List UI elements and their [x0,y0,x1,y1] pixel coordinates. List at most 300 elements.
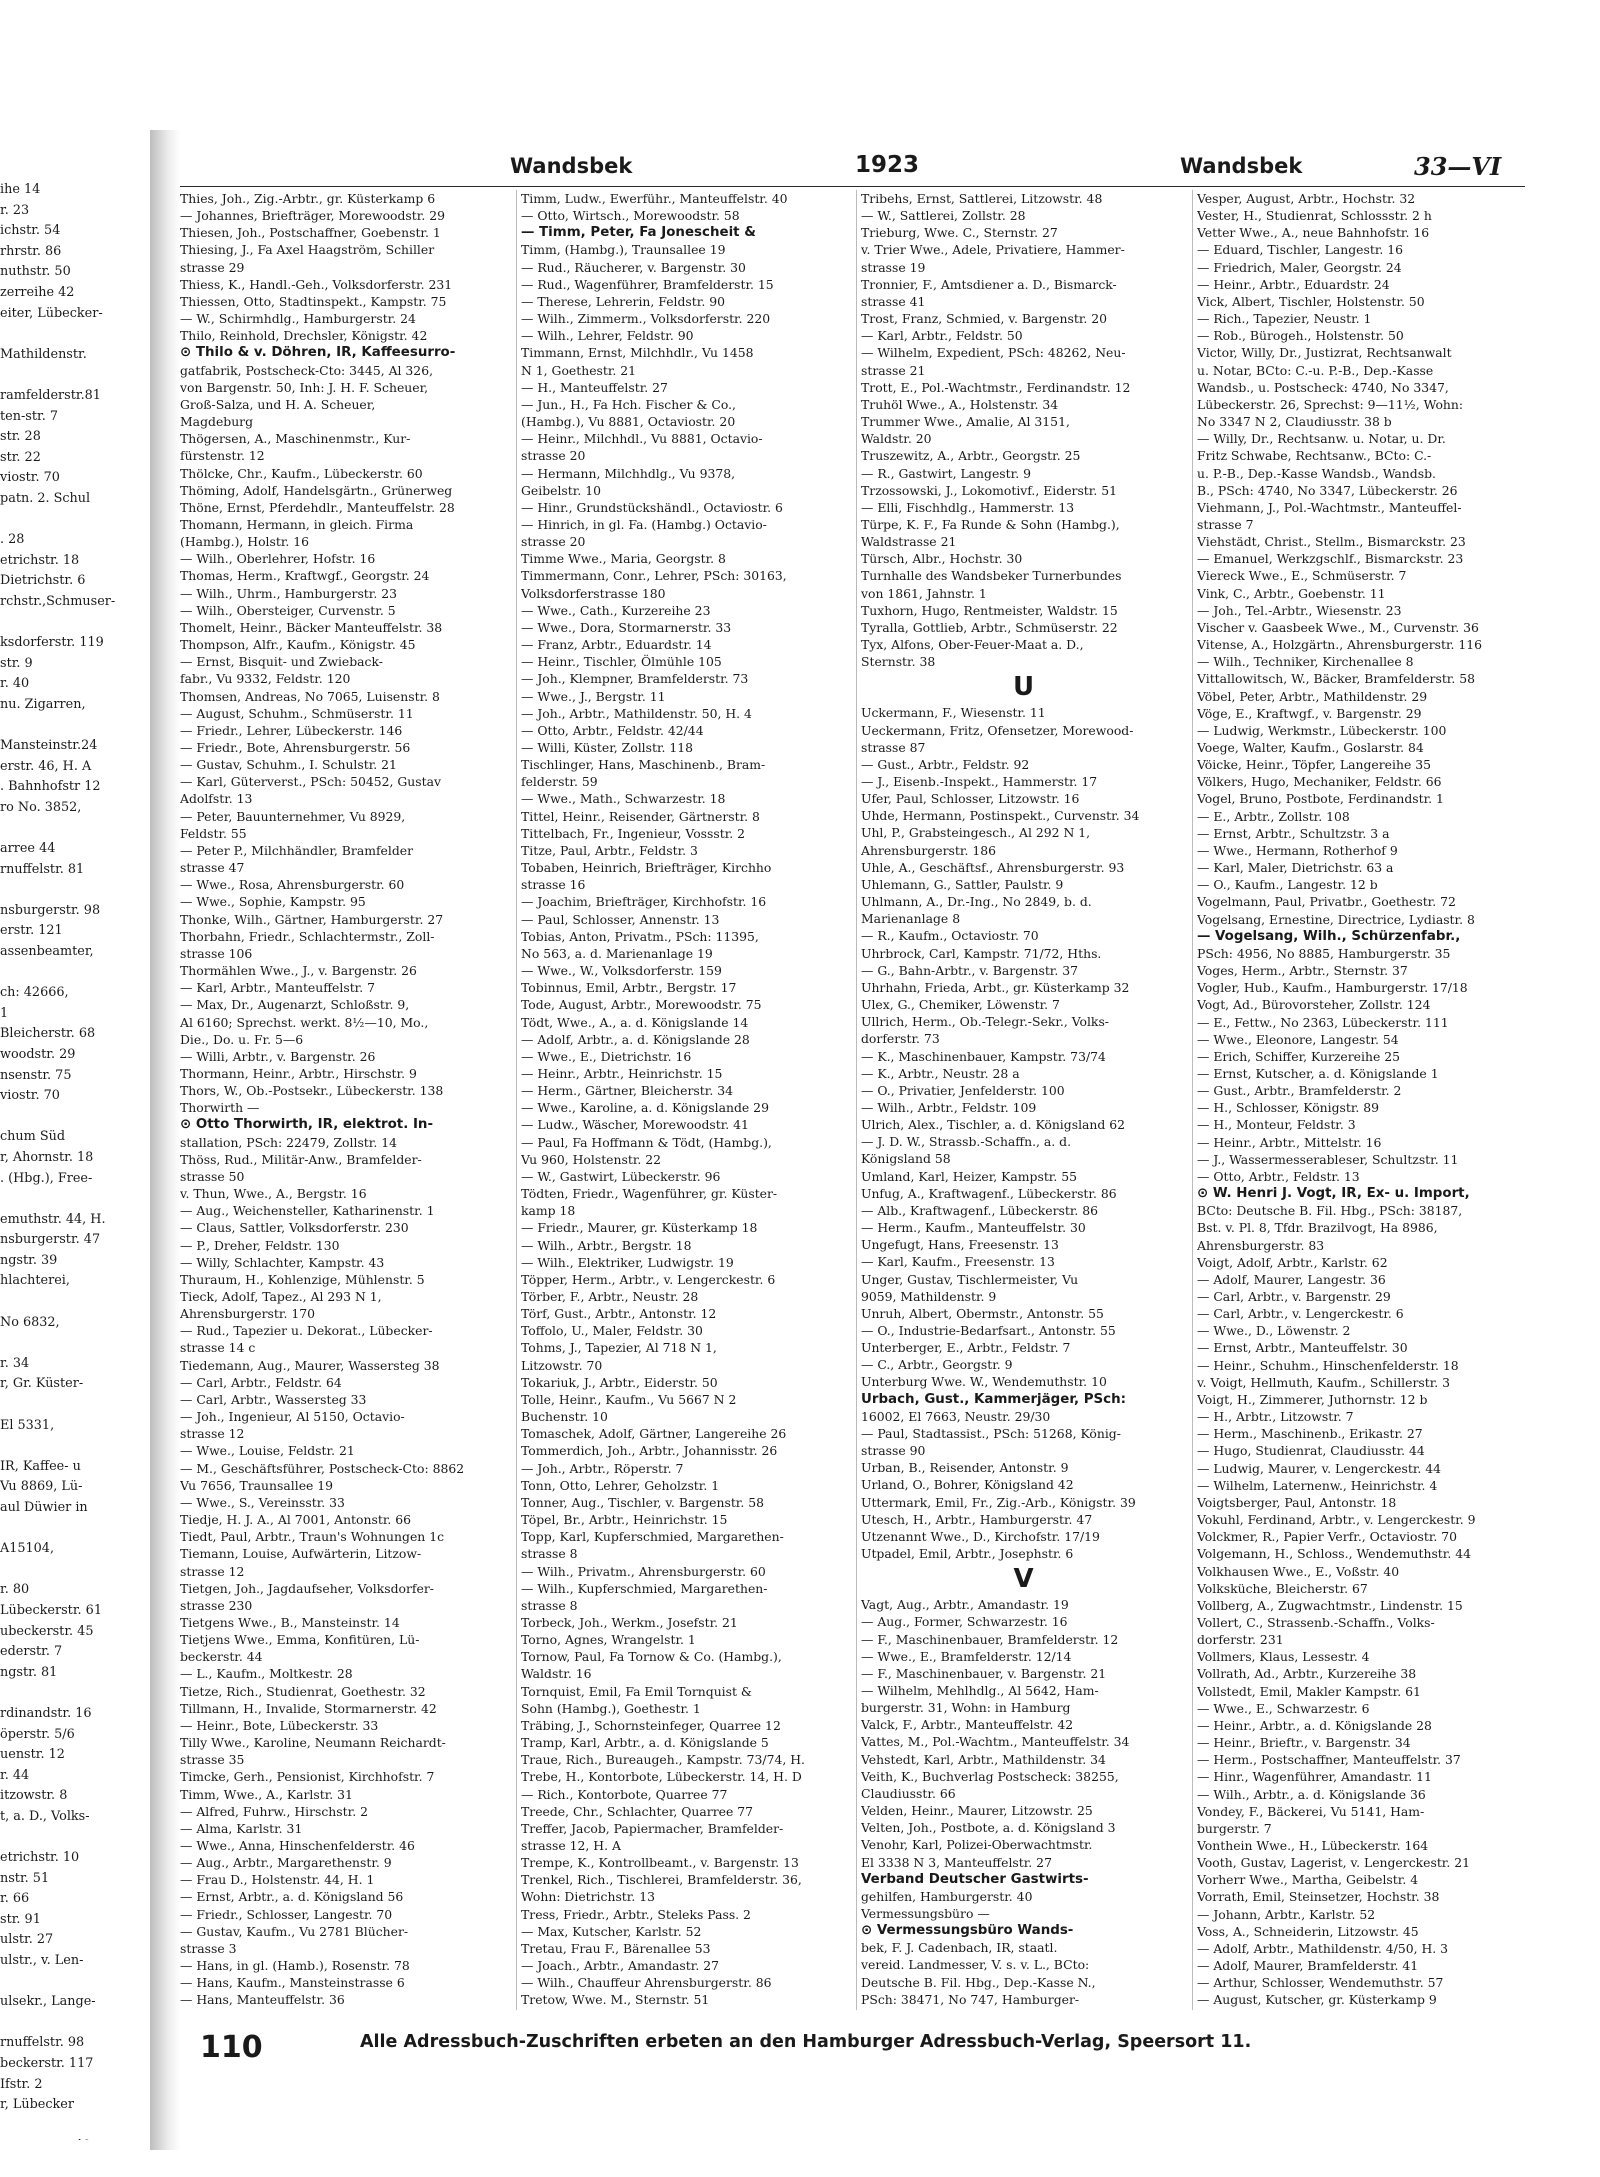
directory-entry: Tobaben, Heinrich, Briefträger, Kirchho [521,860,772,876]
strip-line: öperstr. 5/6 [0,1726,75,1742]
directory-entry: Vokuhl, Ferdinand, Arbtr., v. Lengerckestr. 9 [1197,1512,1476,1528]
directory-entry: Topp, Karl, Kupferschmied, Margarethen- [521,1529,784,1545]
directory-entry: Trott, E., Pol.-Wachtmstr., Ferdinandstr. 12 [861,379,1131,395]
strip-line: IR, Kaffee- u [0,1458,81,1474]
directory-entry: Uhrbrock, Carl, Kampstr. 71/72, Hths. [861,945,1102,961]
directory-entry: — Willy, Schlachter, Kampstr. 43 [180,1254,385,1270]
directory-entry: Vöge, E., Kraftwgf., v. Bargenstr. 29 [1197,705,1422,721]
directory-entry: — W., Sattlerei, Zollstr. 28 [861,208,1026,224]
directory-entry: Utpadel, Emil, Arbtr., Josephstr. 6 [861,1546,1074,1562]
directory-entry: — Wilh., Techniker, Kirchenallee 8 [1197,654,1414,670]
directory-entry: Velten, Joh., Postbote, a. d. Königsland 3 [861,1820,1116,1836]
directory-entry: Truszewitz, A., Arbtr., Georgstr. 25 [861,448,1081,464]
directory-entry: — Adolf, Arbtr., a. d. Königslande 28 [521,1031,750,1047]
strip-line [0,818,150,839]
directory-entry: Tödt, Wwe., A., a. d. Königslande 14 [521,1014,749,1030]
directory-entry: strasse 230 [180,1597,253,1613]
directory-entry: Ungefugt, Hans, Freesenstr. 13 [861,1237,1059,1253]
directory-entry: — Paul, Stadtassist., PSch: 51268, König- [861,1425,1121,1441]
directory-entry: — Wilhelm, Laternenw., Heinrichstr. 4 [1197,1477,1438,1493]
directory-entry: Voege, Walter, Kaufm., Goslarstr. 84 [1197,740,1424,755]
directory-entry: Feldstr. 55 [180,825,247,841]
strip-line: t, a. D., Volks- [0,1808,90,1824]
directory-entry: — Wwe., D., Löwenstr. 2 [1197,1323,1351,1339]
directory-entry: — Vogelsang, Wilh., Schürzenfabr., [1197,928,1461,944]
strip-line [0,2013,150,2034]
strip-line [0,963,150,984]
directory-entry: Tress, Friedr., Arbtr., Steleks Pass. 2 [521,1906,751,1922]
directory-entry: — Wwe., Sophie, Kampstr. 95 [180,894,366,910]
directory-entry: Ufer, Paul, Schlosser, Litzowstr. 16 [861,791,1080,807]
directory-entry [180,2009,510,2010]
directory-entry: — Wwe., W., Volksdorferstr. 159 [521,963,722,979]
directory-entry: — R., Kaufm., Octaviostr. 70 [861,928,1039,944]
strip-line [0,1560,150,1581]
directory-entry: Thies, Joh., Zig.-Arbtr., gr. Küsterkamp 6 [180,191,436,206]
directory-entry: Tolle, Heinr., Kaufm., Vu 5667 N 2 [521,1391,737,1407]
directory-entry: Tretau, Frau F., Bärenallee 53 [521,1940,711,1956]
strip-line: rhrstr. 86 [0,243,62,259]
strip-line: ubeckerstr. 45 [0,1623,94,1639]
strip-line: itzowstr. 8 [0,1788,68,1804]
strip-line: Mathildenstr. [0,346,87,362]
strip-line: str. 9 [0,655,33,671]
strip-line: nsenstr. 75 [0,1067,72,1083]
directory-entry: — Herm., Maschinenb., Erikastr. 27 [1197,1426,1423,1442]
directory-entry: Tiemann, Louise, Aufwärterin, Litzow- [180,1546,422,1562]
directory-entry: — Friedr., Lehrer, Lübeckerstr. 146 [180,722,403,738]
directory-entry: Tommerdich, Joh., Arbtr., Johannisstr. 26 [521,1443,778,1459]
directory-entry: — Gustav, Kaufm., Vu 2781 Blücher- [180,1923,409,1939]
directory-entry: Vu 960, Holstenstr. 22 [521,1151,662,1167]
directory-entry: — W., Gastwirt, Lübeckerstr. 96 [521,1168,721,1184]
directory-entry: — Alfred, Fuhrw., Hirschstr. 2 [180,1803,368,1819]
directory-entry: Uhrhahn, Frieda, Arbt., gr. Küsterkamp 32 [861,979,1130,995]
directory-entry: — Joh., Arbtr., Mathildenstr. 50, H. 4 [521,705,752,721]
directory-entry: Torbeck, Joh., Werkm., Josefstr. 21 [521,1614,738,1630]
strip-line: woodstr. 29 [0,1046,76,1062]
directory-entry: — Karl, Arbtr., Manteuffelstr. 7 [180,980,375,996]
strip-line: . 28 [0,532,25,548]
directory-entry: fürstenstr. 12 [180,448,265,464]
strip-line [0,365,150,386]
directory-entry: Veith, K., Buchverlag Postscheck: 38255, [861,1768,1119,1784]
directory-entry: — Carl, Arbtr., v. Lengerckestr. 6 [1197,1306,1404,1322]
directory-entry: strasse 106 [180,945,253,961]
strip-line: r. 40 [0,676,30,692]
directory-entry [1197,2009,1525,2010]
directory-entry: Waldstrasse 21 [861,534,957,550]
directory-entry: — Wwe., E., Bramfelderstr. 12/14 [861,1648,1072,1664]
directory-entry: Uhlmann, A., Dr.-Ing., No 2849, b. d. [861,894,1092,910]
directory-entry: felderstr. 59 [521,774,598,790]
directory-entry: — Willi, Arbtr., v. Bargenstr. 26 [180,1048,376,1064]
directory-entry: Timmann, Ernst, Milchhdlr., Vu 1458 [521,345,754,361]
directory-entry: Tillmann, H., Invalide, Stormarnerstr. 42 [180,1700,437,1716]
strip-line: erstr. 46, H. A [0,758,92,774]
directory-entry: Ulex, G., Chemiker, Löwenstr. 7 [861,997,1060,1013]
directory-entry: Timmermann, Conr., Lehrer, PSch: 30163, [521,568,787,584]
directory-entry: No 3347 N 2, Claudiusstr. 38 b [1197,414,1392,430]
directory-entry: Tittel, Heinr., Reisender, Gärtnerstr. 8 [521,808,760,824]
directory-entry: — Aug., Arbtr., Margarethenstr. 9 [180,1855,392,1871]
directory-entry: Törf, Gust., Arbtr., Antonstr. 12 [521,1306,717,1322]
directory-entry: Tobias, Anton, Privatm., PSch: 11395, [521,928,759,944]
strip-line: 1 [0,1005,9,1021]
directory-entry: — Paul, Fa Hoffmann & Tödt, (Hambg.), [521,1134,772,1150]
directory-entry: Volksküche, Bleicherstr. 67 [1197,1580,1368,1596]
directory-entry: Timm, Wwe., A., Karlstr. 31 [180,1786,353,1802]
strip-line: rdinandstr. 16 [0,1705,92,1721]
directory-entry: Tokariuk, J., Arbtr., Eiderstr. 50 [521,1374,718,1390]
directory-entry: — Joachim, Briefträger, Kirchhofstr. 16 [521,894,767,910]
directory-entry: — Rich., Tapezier, Neustr. 1 [1197,311,1372,327]
directory-entry: strasse 14 c [180,1340,256,1356]
directory-entry: Vöbel, Peter, Arbtr., Mathildenstr. 29 [1197,688,1428,704]
strip-line: str. 91 [0,1911,41,1927]
directory-entry: Uckermann, F., Wiesenstr. 11 [861,705,1046,721]
directory-entry: strasse 87 [861,739,926,755]
strip-line: r, Lübecker [0,2097,74,2113]
directory-entry: strasse 8 [521,1546,578,1562]
strip-line [0,715,150,736]
directory-entry: Thormählen Wwe., J., v. Bargenstr. 26 [180,963,417,979]
directory-entry: Tomaschek, Adolf, Gärtner, Langereihe 26 [521,1426,787,1442]
directory-entry: Tornow, Paul, Fa Tornow & Co. (Hambg.), [521,1649,782,1665]
directory-entry: — Rud., Tapezier u. Dekorat., Lübecker- [180,1323,433,1339]
directory-entry: beckerstr. 44 [180,1649,263,1665]
directory-entry: — Wilh., Uhrm., Hamburgerstr. 23 [180,585,397,601]
directory-entry: — Wwe., E., Dietrichstr. 16 [521,1048,692,1064]
strip-line: hlachterei, [0,1273,70,1289]
directory-entry: Töpper, Herm., Arbtr., v. Lengerckestr. 6 [521,1271,776,1287]
directory-entry: Timm, Ludw., Ewerführ., Manteuffelstr. 40 [521,191,788,206]
directory-entry: Vischer v. Gaasbeek Wwe., M., Curvenstr. 36 [1197,619,1479,635]
strip-line: emuthstr. 44, H. [0,1211,106,1227]
directory-entry: Viereck Wwe., E., Schmüserstr. 7 [1197,568,1407,584]
strip-line: zerreihe 42 [0,284,75,300]
directory-entry: — Wwe., Rosa, Ahrensburgerstr. 60 [180,877,405,893]
directory-entry: Vehstedt, Karl, Arbtr., Mathildenstr. 34 [861,1751,1106,1767]
directory-entry: Thomsen, Andreas, No 7065, Luisenstr. 8 [180,688,440,704]
directory-entry: bek, F. J. Cadenbach, IR, staatl. [861,1940,1058,1956]
directory-entry: — Hans, Kaufm., Mansteinstrasse 6 [180,1975,405,1991]
directory-entry: ⊙ Otto Thorwirth, IR, elektrot. In- [180,1117,434,1133]
strip-line: A15104, [0,1541,55,1557]
directory-entry: Utzenannt Wwe., D., Kirchofstr. 17/19 [861,1528,1100,1544]
directory-entry: — C., Arbtr., Georgstr. 9 [861,1357,1013,1373]
directory-entry: — J. D. W., Strassb.-Schaffn., a. d. [861,1134,1072,1150]
strip-line: r. 34 [0,1355,30,1371]
directory-entry: Toffolo, U., Maler, Feldstr. 30 [521,1323,703,1339]
directory-entry: — J., Eisenb.-Inspekt., Hammerstr. 17 [861,774,1098,789]
directory-entry: El 3338 N 3, Manteuffelstr. 27 [861,1854,1052,1870]
directory-entry: — Willy, Dr., Rechtsanw. u. Notar, u. Dr. [1197,431,1446,447]
strip-line: ederstr. 7 [0,1644,63,1660]
directory-entry: — L., Kaufm., Moltkestr. 28 [180,1666,353,1682]
directory-entry: — Therese, Lehrerin, Feldstr. 90 [521,293,725,309]
directory-entry: — Wwe., E., Schwarzestr. 6 [1197,1700,1370,1716]
directory-entry: Tonner, Aug., Tischler, v. Bargenstr. 58 [521,1494,765,1510]
directory-entry: strasse 12 [180,1426,245,1442]
directory-entry: u. Notar, BCto: C.-u. P.-B., Dep.-Kasse [1197,362,1434,378]
directory-entry: — Wilh., Lehrer, Feldstr. 90 [521,328,694,344]
directory-entry: strasse 12, H. A [521,1838,621,1853]
directory-entry: Tyx, Alfons, Ober-Feuer-Maat a. D., [861,637,1084,653]
directory-entry: strasse 20 [521,534,586,550]
directory-entry: — Ernst, Arbtr., Schultzstr. 3 a [1197,825,1390,841]
directory-entry: Tonn, Otto, Lehrer, Geholzstr. 1 [521,1477,720,1493]
header-year: 1923 [855,152,920,178]
directory-columns [180,190,1525,2010]
directory-entry: Tieck, Adolf, Tapez., Al 293 N 1, [180,1289,382,1304]
directory-entry: — Wilh., Zimmerm., Volksdorferstr. 220 [521,311,771,327]
directory-entry: — Aug., Weichensteller, Katharinenstr. 1 [180,1203,435,1219]
directory-entry: — Otto, Arbtr., Feldstr. 13 [1197,1168,1360,1184]
directory-entry: — Joh., Ingenieur, Al 5150, Octavio- [180,1409,405,1425]
directory-entry: — Carl, Arbtr., v. Bargenstr. 29 [1197,1289,1391,1304]
strip-line: rnuffelstr. 98 [0,2035,85,2051]
strip-line [0,324,150,345]
directory-entry: — Wwe., J., Bergstr. 11 [521,688,666,704]
directory-entry: Tretow, Wwe. M., Sternstr. 51 [521,1992,710,2008]
directory-entry: Tilly Wwe., Karoline, Neumann Reichardt- [180,1735,446,1751]
directory-entry: Magdeburg [180,414,254,430]
directory-entry: — Herm., Gärtner, Bleicherstr. 34 [521,1083,733,1099]
directory-entry: Vogelsang, Ernestine, Directrice, Lydiastr. 8 [1197,911,1475,927]
directory-entry: — Ernst, Bisquit- und Zwieback- [180,654,383,670]
directory-entry: Trebe, H., Kontorbote, Lübeckerstr. 14, H. D [521,1769,802,1785]
directory-entry: Vogler, Hub., Kaufm., Hamburgerstr. 17/18 [1197,980,1468,996]
directory-entry: strasse 50 [180,1168,245,1184]
directory-entry: Uhle, A., Geschäftsf., Ahrensburgerstr. 93 [861,859,1125,875]
directory-entry: — Rich., Kontorbote, Quarree 77 [521,1786,728,1802]
header-right-title: Wandsbek [1180,154,1303,178]
directory-entry: Tiedt, Paul, Arbtr., Traun's Wohnungen 1c [180,1529,445,1545]
directory-entry: Die., Do. u. Fr. 5—6 [180,1031,304,1047]
directory-entry: — Heinr., Arbtr., Eduardstr. 24 [1197,276,1390,292]
directory-entry: Geibelstr. 10 [521,482,601,498]
directory-entry: Torno, Agnes, Wrangelstr. 1 [521,1632,696,1648]
directory-entry: — Max, Dr., Augenarzt, Schloßstr. 9, [180,997,410,1013]
directory-entry: Waldstr. 20 [861,431,932,447]
directory-entry: — Paul, Schlosser, Annenstr. 13 [521,911,720,927]
section-letter: U [1012,672,1035,703]
directory-entry: Venohr, Karl, Polizei-Oberwachtmstr. [861,1837,1093,1853]
directory-entry: Vogelmann, Paul, Privatbr., Goethestr. 72 [1197,894,1456,910]
strip-line [0,1828,150,1849]
directory-entry: — Heinr., Milchhdl., Vu 8881, Octavio- [521,431,763,447]
directory-entry: Umland, Karl, Heizer, Kampstr. 55 [861,1168,1078,1184]
directory-entry: Königsland 58 [861,1151,951,1167]
directory-entry: — Ernst, Kutscher, a. d. Königslande 1 [1197,1065,1439,1081]
strip-line: ichstr. 54 [0,223,61,239]
directory-entry: — Wwe., Cath., Kurzereihe 23 [521,602,711,618]
directory-entry: — Hinr., Wagenführer, Amandastr. 11 [1197,1769,1432,1785]
strip-line: etrichstr. 10 [0,1850,80,1866]
directory-entry: Timcke, Gerh., Pensionist, Kirchhofstr. 7 [180,1769,435,1785]
directory-entry: — Peter, Bauunternehmer, Vu 8929, [180,808,406,824]
strip-line: No 6832, [0,1314,60,1330]
directory-entry: Verband Deutscher Gastwirts- [861,1871,1089,1887]
section-letter: V [1013,1564,1034,1595]
directory-entry: — August, Kutscher, gr. Küsterkamp 9 [1197,1992,1437,2008]
directory-entry: — Timm, Peter, Fa Jonescheit & [521,225,756,241]
directory-entry: Ulrich, Alex., Tischler, a. d. Königsland 62 [861,1117,1126,1133]
strip-line: erstr. 121 [0,923,63,939]
directory-entry: — Ernst, Arbtr., Manteuffelstr. 30 [1197,1340,1408,1356]
strip-line: ulsekr., Lange- [0,1994,96,2010]
strip-line: uenstr. 12 [0,1747,65,1763]
directory-entry: Vittallowitsch, W., Bäcker, Bramfelderstr. 58 [1197,671,1475,687]
directory-entry: — Adolf, Arbtr., Mathildenstr. 4/50, H. 3 [1197,1940,1449,1956]
directory-entry: Buchenstr. 10 [521,1409,608,1425]
directory-entry: — Wilhelm, Expedient, PSch: 48262, Neu- [861,345,1126,361]
directory-entry: — Friedrich, Maler, Georgstr. 24 [1197,259,1402,275]
directory-entry: gatfabrik, Postscheck-Cto: 3445, Al 326, [180,362,434,378]
strip-line: rnuffelstr. 81 [0,861,85,877]
strip-line [0,612,150,633]
directory-entry: Claudiusstr. 66 [861,1785,956,1801]
directory-entry: N 1, Goethestr. 21 [521,362,637,378]
directory-entry: Thorbahn, Friedr., Schlachtermstr., Zoll- [180,928,435,944]
directory-entry: Tribehs, Ernst, Sattlerei, Litzowstr. 48 [861,191,1103,206]
directory-entry: v. Thun, Wwe., A., Bergstr. 16 [180,1186,367,1202]
directory-entry: Titze, Paul, Arbtr., Feldstr. 3 [521,842,698,858]
directory-entry: Thöne, Ernst, Pferdehdlr., Manteuffelstr. 28 [180,499,455,515]
directory-entry: Thölcke, Chr., Kaufm., Lübeckerstr. 60 [180,465,423,481]
directory-entry: — Karl, Kaufm., Freesenstr. 13 [861,1254,1055,1270]
directory-entry: Ullrich, Herm., Ob.-Telegr.-Sekr., Volks- [861,1014,1109,1030]
directory-entry: — Wwe., Dora, Stormarnerstr. 33 [521,619,732,635]
directory-entry: Türpe, K. F., Fa Runde & Sohn (Hambg.), [861,516,1120,532]
strip-line: patn. 2. Schul [0,490,91,506]
strip-line: r. 23 [0,202,30,218]
directory-entry: — Wilhelm, Mehlhdlg., Al 5642, Ham- [861,1682,1099,1698]
directory-entry: Thompson, Alfr., Kaufm., Königstr. 45 [180,637,416,653]
directory-entry: Waldstr. 16 [521,1666,592,1682]
directory-entry: Thomelt, Heinr., Bäcker Manteuffelstr. 38 [180,619,443,635]
directory-entry: Törber, F., Arbtr., Neustr. 28 [521,1289,699,1304]
directory-entry: — P., Dreher, Feldstr. 130 [180,1237,340,1253]
directory-entry: — Wwe., Math., Schwarzestr. 18 [521,791,726,807]
directory-entry: — Arthur, Schlosser, Wendemuthstr. 57 [1197,1975,1444,1991]
directory-entry: — O., Privatier, Jenfelderstr. 100 [861,1082,1065,1098]
directory-entry: — H., Monteur, Feldstr. 3 [1197,1117,1356,1133]
directory-entry: Thormann, Heinr., Arbtr., Hirschstr. 9 [180,1065,417,1081]
directory-entry: Tödten, Friedr., Wagenführer, gr. Küster- [521,1186,778,1202]
directory-entry: Trenkel, Rich., Tischlerei, Bramfelderstr. 36, [521,1872,802,1888]
strip-line: r, Gr. Küster- [0,1376,84,1392]
directory-entry: Thiesen, Joh., Postschaffner, Goebenstr. 1 [180,225,441,241]
directory-entry: Treffer, Jacob, Papiermacher, Bramfelder- [521,1820,784,1836]
directory-entry: Vooth, Gustav, Lagerist, v. Lengerckestr. 21 [1197,1855,1471,1871]
directory-entry: Thors, W., Ob.-Postsekr., Lübeckerstr. 138 [180,1083,444,1099]
directory-entry: — Otto, Wirtsch., Morewoodstr. 58 [521,208,740,224]
strip-line: . (Hbg.), Free- [0,1170,93,1186]
directory-entry: — Erich, Schiffer, Kurzereihe 25 [1197,1048,1400,1064]
directory-entry: — Franz, Arbtr., Eduardstr. 14 [521,637,712,653]
page-footer [180,2018,1525,2078]
directory-entry: Voges, Herm., Arbtr., Sternstr. 37 [1197,963,1408,979]
directory-entry: Vollberg, A., Zugwachtmstr., Lindenstr. 15 [1197,1597,1463,1613]
directory-entry: Vollert, C., Strassenb.-Schaffn., Volks- [1197,1614,1435,1630]
directory-entry: Thonke, Wilh., Gärtner, Hamburgerstr. 27 [180,911,444,927]
strip-line [0,510,150,531]
directory-entry: — Ernst, Arbtr., a. d. Königsland 56 [180,1889,404,1905]
strip-line: viostr. 70 [0,1088,60,1104]
strip-line [0,880,150,901]
directory-entry: Urland, O., Bohrer, Königsland 42 [861,1477,1074,1493]
directory-entry: Tietgen, Joh., Jagdaufseher, Volksdorfer- [180,1580,434,1596]
strip-line [0,1395,150,1416]
strip-line: ulstr., v. Len- [0,1953,84,1969]
directory-entry: Thomas, Herm., Kraftwgf., Georgstr. 24 [180,568,430,584]
directory-column-1 [180,190,510,2010]
directory-entry: Deutsche B. Fil. Hbg., Dep.-Kasse N., [861,1974,1096,1990]
directory-entry: von 1861, Jahnstr. 1 [861,585,987,601]
directory-entry [861,2008,1186,2010]
strip-line: ngstr. 81 [0,1664,58,1680]
directory-entry: Thögersen, A., Maschinenmstr., Kur- [180,431,411,447]
strip-line [0,1189,150,1210]
directory-entry: — Joh., Klempner, Bramfelderstr. 73 [521,671,749,687]
directory-entry: — E., Arbtr., Zollstr. 108 [1197,808,1350,824]
strip-line: rchstr.,Schmuser- [0,593,116,609]
directory-entry: Uhl, P., Grabsteingesch., Al 292 N 1, [861,825,1091,841]
directory-entry: strasse 12 [180,1563,245,1579]
directory-entry: Thöss, Rud., Militär-Anw., Bramfelder- [180,1151,422,1167]
directory-entry: — K., Maschinenbauer, Kampstr. 73/74 [861,1048,1106,1064]
strip-line: r. 66 [0,1891,30,1907]
directory-entry: — Wwe., Louise, Feldstr. 21 [180,1443,355,1459]
strip-line: r, Ahornstr. 18 [0,1149,94,1165]
directory-entry: Tode, August, Arbtr., Morewoodstr. 75 [521,997,762,1013]
directory-entry: fabr., Vu 9332, Feldstr. 120 [180,671,351,687]
directory-entry: — Wilh., Oberlehrer, Hofstr. 16 [180,551,376,567]
directory-entry: — Friedr., Maurer, gr. Küsterkamp 18 [521,1220,758,1236]
directory-entry: Voigt, H., Zimmerer, Juthornstr. 12 b [1197,1391,1428,1407]
directory-entry: Trummer Wwe., Amalie, Al 3151, [861,414,1070,430]
directory-entry: Tietze, Rich., Studienrat, Goethestr. 32 [180,1683,426,1699]
directory-entry: dorferstr. 231 [1197,1632,1284,1648]
strip-line: nu. Zigarren, [0,696,86,712]
directory-entry: — Johannes, Briefträger, Morewoodstr. 29 [180,208,445,224]
strip-line: nuthstr. 50 [0,264,71,280]
directory-entry: Unterberger, E., Arbtr., Feldstr. 7 [861,1340,1071,1356]
directory-entry: ⊙ Thilo & v. Döhren, IR, Kaffeesurro- [180,345,456,361]
directory-entry: Truhöl Wwe., A., Holstenstr. 34 [861,396,1059,412]
strip-line: nstr. 51 [0,1870,50,1886]
strip-line [0,2136,150,2140]
strip-line [0,2116,150,2137]
directory-entry: B., PSch: 4740, No 3347, Lübeckerstr. 26 [1197,482,1458,498]
directory-entry: Türsch, Albr., Hochstr. 30 [861,551,1023,567]
directory-entry: Unruh, Albert, Obermstr., Antonstr. 55 [861,1305,1104,1321]
directory-entry: Ahrensburgerstr. 186 [861,842,996,858]
strip-line: Ifstr. 2 [0,2076,43,2092]
directory-entry: — Hermann, Milchhdlg., Vu 9378, [521,465,736,481]
directory-entry: Tuxhorn, Hugo, Rentmeister, Waldstr. 15 [861,602,1118,618]
directory-entry: Turnhalle des Wandsbeker Turnerbundes [861,568,1122,584]
strip-line: assenbeamter, [0,943,94,959]
strip-line [0,1107,150,1128]
directory-entry: Tittelbach, Fr., Ingenieur, Vossstr. 2 [521,825,746,841]
strip-line: ramfelderstr.81 [0,387,101,403]
directory-entry: Utesch, H., Arbtr., Hamburgerstr. 47 [861,1511,1093,1527]
strip-line: r. 44 [0,1767,30,1783]
directory-column-3 [856,190,1186,2010]
